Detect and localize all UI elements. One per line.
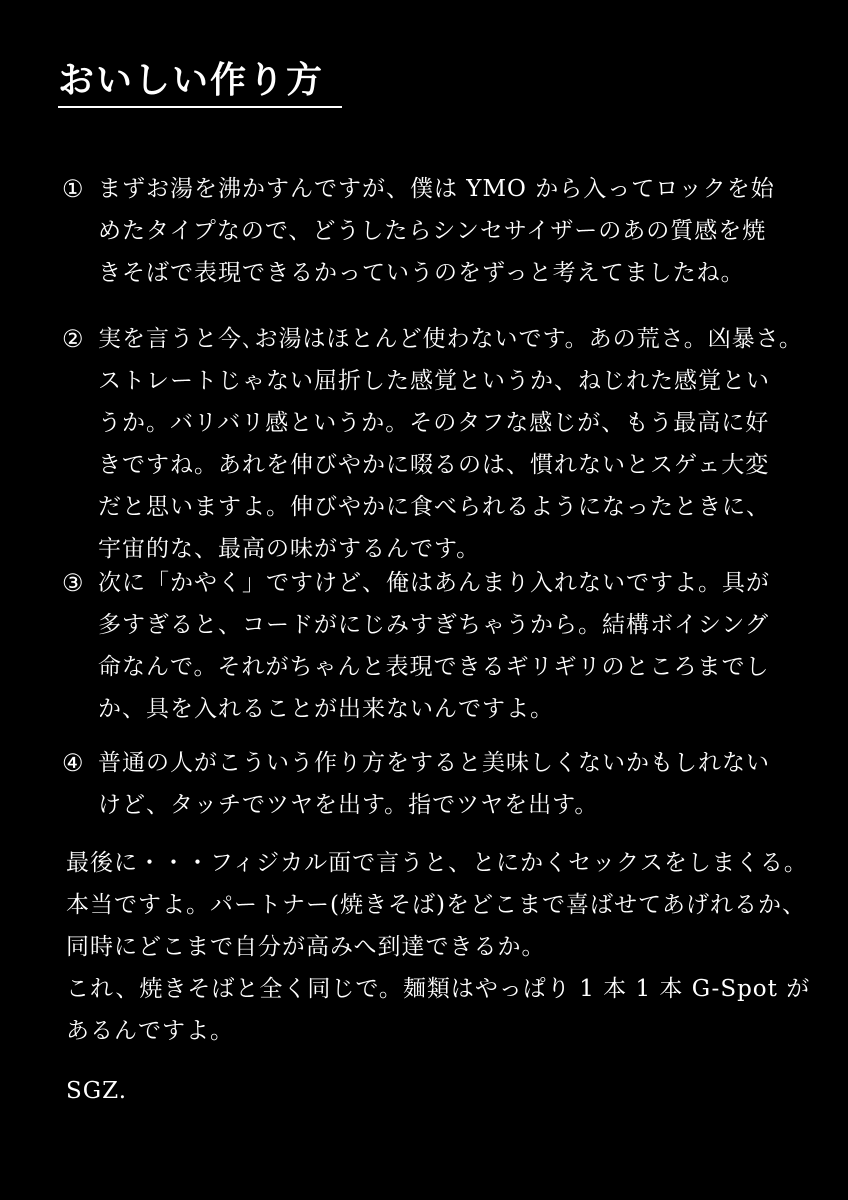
closing-line: これ、焼きそばと全く同じで。麺類はやっぱり 1 本 1 本 G-Spot が <box>66 976 811 1002</box>
closing-line: 同時にどこまで自分が高みへ到達できるか。 <box>66 934 546 960</box>
item-line: 次に「かやく」ですけど、俺はあんまり入れないですよ。具が <box>98 570 770 596</box>
item-line: きですね。あれを伸びやかに啜るのは、慣れないとスゲェ大変 <box>98 452 770 478</box>
item-line: 宇宙的な、最高の味がするんです。 <box>98 536 481 562</box>
item-line: 普通の人がこういう作り方をすると美味しくないかもしれない <box>98 750 770 776</box>
item-line: めたタイプなので、どうしたらシンセサイザーのあの質感を焼 <box>98 218 767 244</box>
item-line: まずお湯を沸かすんですが、僕は YMO から入ってロックを始 <box>98 176 775 202</box>
item-number: ③ <box>62 569 84 597</box>
item-number: ① <box>62 175 84 203</box>
signature: SGZ. <box>66 1078 128 1104</box>
closing-line: 最後に・・・フィジカル面で言うと、とにかくセックスをしまくる。 <box>66 850 808 876</box>
item-line: きそばで表現できるかっていうのをずっと考えてましたね。 <box>98 260 745 286</box>
item-line: 多すぎると、コードがにじみすぎちゃうから。結構ボイシング <box>98 612 769 638</box>
item-line: うか。バリバリ感というか。そのタフな感じが、もう最高に好 <box>98 410 770 436</box>
item-line: ストレートじゃない屈折した感覚というか、ねじれた感覚とい <box>98 368 770 394</box>
page-title: おいしい作り方 <box>58 59 325 101</box>
closing-line: 本当ですよ。パートナー(焼きそば)をどこまで喜ばせてあげれるか、 <box>66 892 806 918</box>
item-line: けど、タッチでツヤを出す。指でツヤを出す。 <box>98 792 599 818</box>
item-line: 実を言うと今､お湯はほとんど使わないです。あの荒さ。凶暴さ。 <box>98 326 803 352</box>
closing-line: あるんですよ。 <box>66 1018 234 1044</box>
item-number: ② <box>62 325 84 353</box>
item-line: か、具を入れることが出来ないんですよ。 <box>98 696 554 722</box>
item-number: ④ <box>62 749 84 777</box>
item-line: 命なんで。それがちゃんと表現できるギリギリのところまでし <box>98 654 770 680</box>
title-underline <box>58 106 342 108</box>
item-line: だと思いますよ。伸びやかに食べられるようになったときに、 <box>98 494 770 520</box>
